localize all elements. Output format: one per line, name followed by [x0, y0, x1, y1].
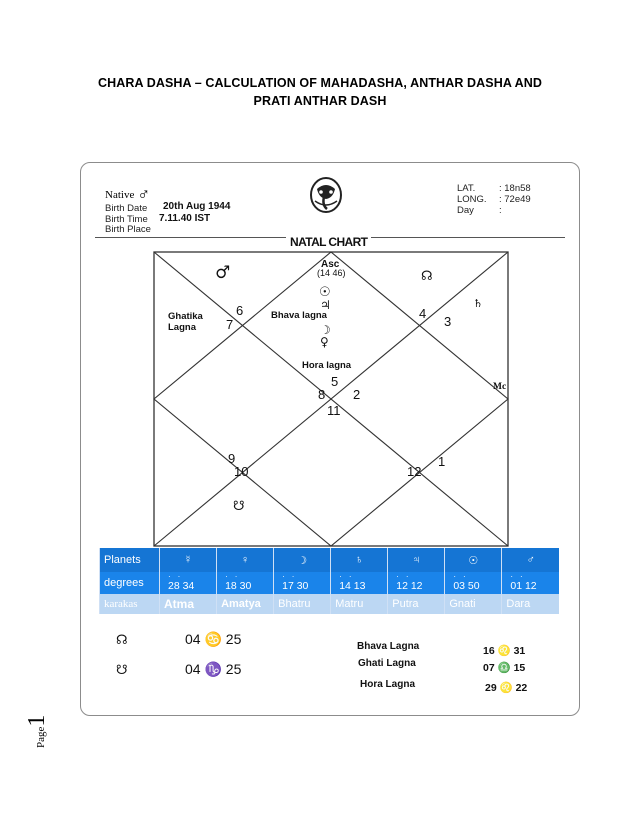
- venus-icon: ♀: [217, 548, 274, 572]
- karaka-matru: Matru: [331, 594, 388, 614]
- karaka-putra: Putra: [388, 594, 445, 614]
- degree-value: 12 12: [396, 580, 423, 592]
- planets-row: [100, 548, 560, 572]
- ghati-lagna-bottom-value: 07 ♎ 15: [483, 662, 526, 674]
- degree-value: 28 34: [168, 580, 195, 592]
- degree-cell: ·· 01 12: [502, 572, 559, 594]
- mars-icon: ♂: [137, 185, 151, 204]
- sun-icon: ☉: [445, 548, 502, 572]
- degree-cell: ·· 12 12: [388, 572, 445, 594]
- bhava-lagna-bottom-label: Bhava Lagna: [357, 641, 420, 652]
- long-label: LONG.: [457, 194, 487, 205]
- house-number-1: 1: [438, 454, 446, 469]
- page-label-container: [24, 700, 84, 750]
- rahu-icon: ☊: [421, 269, 433, 284]
- house-number-6: 6: [236, 303, 244, 318]
- jupiter-icon: ♃: [320, 298, 331, 312]
- lat-value: : 18n58: [499, 183, 531, 194]
- hora-lagna-label: Hora lagna: [302, 360, 352, 371]
- birth-time-value: 7.11.40 IST: [159, 213, 211, 224]
- mars-icon: ♂: [215, 263, 231, 283]
- karaka-dara: Dara: [502, 594, 559, 614]
- karaka-bhatru: Bhatru: [274, 594, 331, 614]
- native-label-text: Native: [105, 189, 135, 201]
- degree-cell: ·· 14 13: [331, 572, 388, 594]
- venus-icon: ♀: [320, 335, 329, 349]
- birth-time-label: Birth Time: [105, 214, 148, 225]
- house-number-3: 3: [444, 314, 452, 329]
- natal-chart-diagram: [153, 251, 509, 547]
- degrees-row: [100, 572, 560, 594]
- ganesha-logo-icon: [307, 175, 345, 215]
- moon-icon: ☽: [320, 323, 331, 337]
- degree-value: 03 50: [453, 580, 480, 592]
- degree-cell: ·· 17 30: [274, 572, 331, 594]
- mars-icon: ♂: [502, 548, 559, 572]
- ghati-lagna-bottom-label: Ghati Lagna: [358, 658, 416, 669]
- house-number-8: 8: [318, 387, 326, 402]
- house-number-9: 9: [228, 451, 236, 466]
- karaka-gnati: Gnati: [445, 594, 502, 614]
- hora-lagna-bottom-label: Hora Lagna: [360, 679, 416, 690]
- birth-date-value: 20th Aug 1944: [163, 201, 231, 212]
- karaka-atma: Atma: [160, 594, 217, 614]
- house-number-11: 11: [327, 403, 341, 418]
- mc-label: Mc: [493, 382, 507, 392]
- karakas-row: [100, 594, 560, 614]
- asc-label: Asc: [321, 259, 340, 270]
- page-number: 1: [24, 714, 50, 727]
- sun-icon: ☉: [319, 285, 331, 300]
- asc-degree: (14 46): [317, 268, 346, 278]
- degree-cell: ·· 18 30: [217, 572, 274, 594]
- house-number-10: 10: [234, 464, 249, 479]
- long-value: : 72e49: [499, 194, 531, 205]
- saturn-icon: ♄: [473, 297, 483, 310]
- planets-header: Planets: [100, 548, 160, 572]
- bhava-lagna-label: Bhava lagna: [271, 310, 327, 321]
- degree-value: 18 30: [225, 580, 252, 592]
- house-number-12: 12: [407, 464, 422, 479]
- birth-date-label: Birth Date: [105, 203, 148, 214]
- page-label: Page: [35, 726, 47, 748]
- ketu-position: 04 ♑ 25: [185, 661, 242, 677]
- natal-chart-card: [80, 162, 580, 716]
- house-number-7: 7: [226, 317, 234, 332]
- rahu-position: 04 ♋ 25: [185, 631, 242, 647]
- degree-cell: ·· 03 50: [445, 572, 502, 594]
- natal-chart-title: NATAL CHART: [286, 235, 371, 249]
- day-value: :: [499, 205, 502, 216]
- lat-label: LAT.: [457, 183, 476, 194]
- karaka-amatya: Amatya: [217, 594, 274, 614]
- degrees-header: degrees: [100, 572, 160, 594]
- house-number-2: 2: [353, 387, 361, 402]
- birth-place-label: Birth Place: [105, 224, 151, 235]
- house-number-4: 4: [419, 306, 427, 321]
- degree-cell: ·· 28 34: [160, 572, 217, 594]
- document-title-line1: CHARA DASHA – CALCULATION OF MAHADASHA, ANTHAR DASHA AND: [97, 76, 542, 90]
- ketu-icon: ☋: [233, 499, 245, 514]
- hora-lagna-bottom-value: 29 ♌ 22: [485, 682, 528, 694]
- moon-icon: ☽: [274, 548, 331, 572]
- bhava-lagna-bottom-value: 16 ♌ 31: [483, 645, 526, 657]
- ketu-icon: ☋: [116, 663, 128, 678]
- degree-value: 14 13: [339, 580, 366, 592]
- native-label: [105, 185, 150, 205]
- degree-value: 17 30: [282, 580, 309, 592]
- ghatika-lagna-label: Ghatika Lagna: [168, 311, 203, 333]
- saturn-icon: ♄: [331, 548, 388, 572]
- document-title-line2: PRATI ANTHAR DASH: [253, 94, 387, 108]
- house-number-5: 5: [331, 374, 339, 389]
- degree-value: 01 12: [510, 580, 537, 592]
- day-label: Day: [457, 205, 474, 216]
- mercury-icon: ☿: [160, 548, 217, 572]
- jupiter-icon: ♃: [388, 548, 445, 572]
- planets-table: [99, 548, 559, 614]
- rahu-icon: ☊: [116, 633, 128, 648]
- karakas-header: karakas: [100, 594, 160, 614]
